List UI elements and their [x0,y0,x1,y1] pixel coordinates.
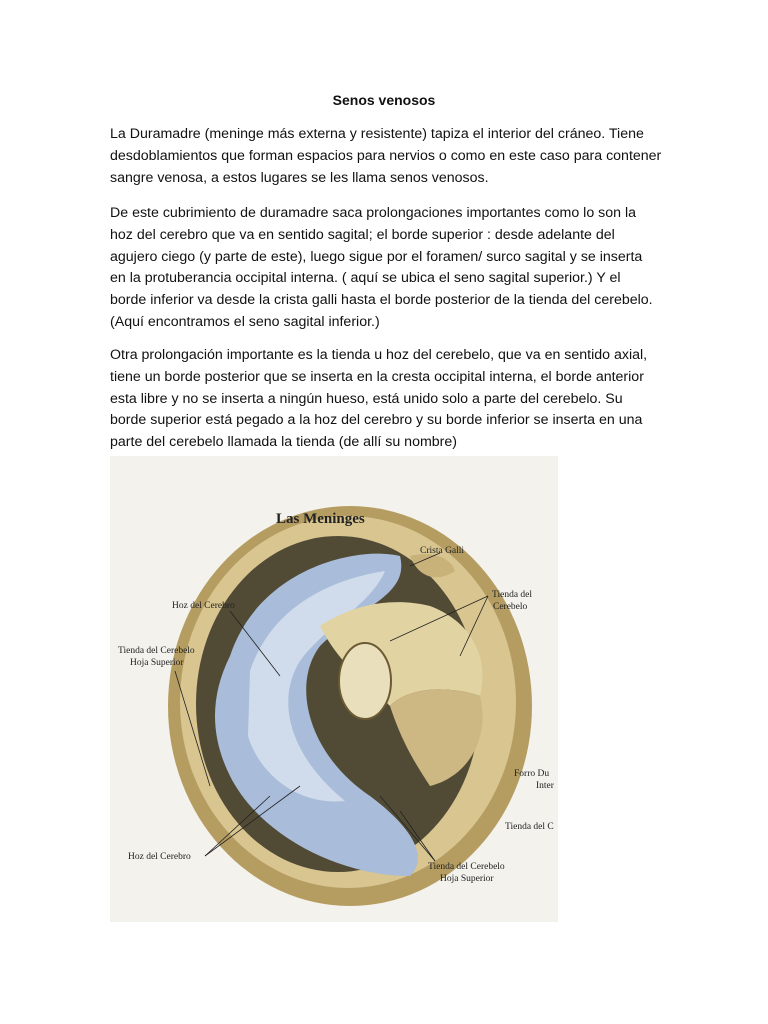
paragraph-line: esta libre y no se inserta a ningún hueso, está unido solo a parte del cerebelo. Su [110,390,623,407]
paragraph-line: desdoblamientos que forman espacios para nervios o como en este caso para contener [110,147,662,164]
page-title: Senos venosos [332,92,436,108]
label-tienda-bottom-1: Tienda del Cerebelo [428,862,505,872]
label-crista-galli: Crista Galli [420,546,465,556]
figure-title: Las Meninges [276,511,365,527]
paragraph-line: borde superior está pegado a la hoz del cerebro y su borde inferior se inserta en una [110,412,643,429]
paragraph-3 [110,345,670,454]
label-hoz-del-cerebro-bottom: Hoz del Cerebro [128,852,191,862]
label-hoz-del-cerebro-top: Hoz del Cerebro [172,601,235,611]
paragraph-line: hoz del cerebro que va en sentido sagital; el borde superior : desde adelante del [110,226,615,243]
foramen-opening [339,643,391,719]
paragraph-line: parte del cerebelo llamada la tienda (de allí su nombre) [110,434,458,451]
paragraph-line: La Duramadre (meninge más externa y resistente) tapiza el interior del cráneo. Tiene [110,126,644,142]
paragraph-line: agujero ciego (y parte de este), luego sigue por el foramen/ surco sagital y se inserta [110,248,643,265]
label-tienda-bottom-2: Hoja Superior [440,874,494,884]
meninges-illustration [110,456,558,922]
label-tienda-del: Tienda del [492,590,533,600]
label-tienda-right: Tienda del C [505,822,554,832]
label-tienda-hoja-superior-1: Tienda del Cerebelo [118,646,195,656]
paragraph-1 [110,124,670,189]
label-forro-1: Forro Du [514,769,550,779]
label-tienda-cerebelo: Cerebelo [493,602,528,612]
label-forro-2: Inter [536,781,554,791]
paragraph-line: tiene un borde posterior que se inserta en la cresta occipital interna, el borde anterior [110,368,644,385]
paragraph-line: en la protuberancia occipital interna. ( aquí se ubica el seno sagital superior.) Y el [110,270,621,287]
label-tienda-hoja-superior-2: Hoja Superior [130,658,184,668]
paragraph-line: (Aquí encontramos el seno sagital inferior.) [110,313,380,330]
meninges-drawing [110,456,558,922]
paragraph-line: sangre venosa, a estos lugares se les llama senos venosos. [110,169,489,186]
paragraph-line: borde inferior va desde la crista galli hasta el borde posterior de la tienda del cerebelo. [110,292,653,309]
paragraph-2 [110,203,670,334]
paragraph-line: Otra prolongación importante es la tienda u hoz del cerebelo, que va en sentido axial, [110,347,648,363]
paragraph-line: De este cubrimiento de duramadre saca prolongaciones importantes como lo son la [110,205,637,221]
